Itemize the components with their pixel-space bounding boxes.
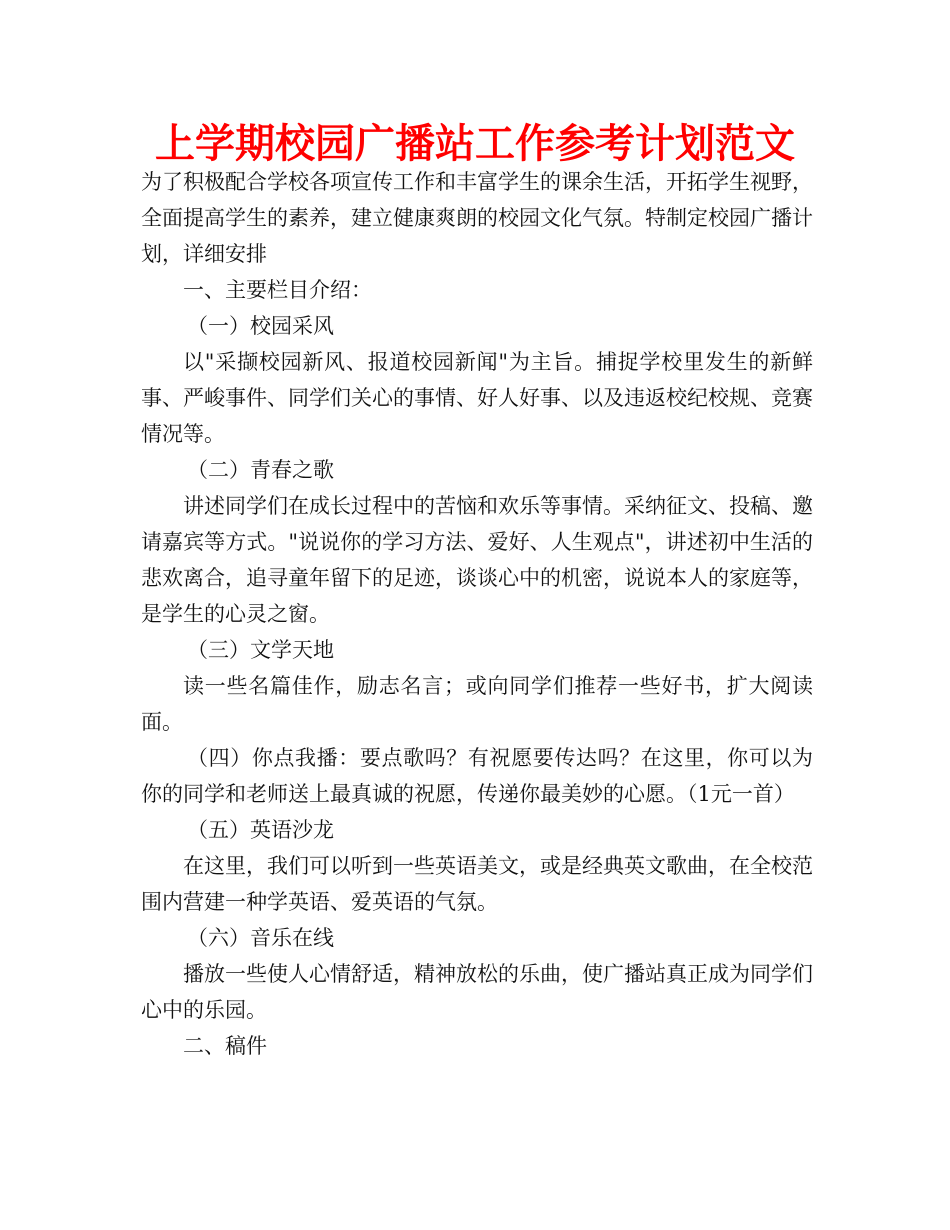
paragraph-literature: 读一些名篇佳作，励志名言；或向同学们推荐一些好书，扩大阅读面。: [141, 674, 813, 734]
section-heading-manuscripts: 二、稿件: [183, 1034, 267, 1058]
paragraph-campus-news: 以"采撷校园新风、报道校园新闻"为主旨。捕捉学校里发生的新鲜事、严峻事件、同学们关心的事情、好人好事、以及违返校纪校规、竞赛情况等。: [141, 350, 813, 446]
document-title: 上学期校园广播站工作参考计划范文: [155, 121, 795, 167]
paragraph-youth-song: 讲述同学们在成长过程中的苦恼和欢乐等事情。采纳征文、投稿、邀请嘉宾等方式。"说说你的学习方法、爱好、人生观点"，讲述初中生活的悲欢离合，追寻童年留下的足迹，谈谈心中的机密，说说本人的家庭等，是学生的心灵之窗。: [141, 494, 813, 626]
subsection-heading-literature: （三）文学天地: [187, 638, 334, 662]
section-heading-columns: 一、主要栏目介绍：: [183, 278, 372, 302]
subsection-heading-english-salon: （五）英语沙龙: [187, 818, 334, 842]
subsection-heading-music-online: （六）音乐在线: [187, 926, 334, 950]
paragraph-music-online: 播放一些使人心情舒适，精神放松的乐曲，使广播站真正成为同学们心中的乐园。: [141, 962, 813, 1022]
subsection-heading-youth-song: （二）青春之歌: [187, 458, 334, 482]
paragraph-intro: 为了积极配合学校各项宣传工作和丰富学生的课余生活，开拓学生视野，全面提高学生的素养，建立健康爽朗的校园文化气氛。特制定校园广播计划，详细安排: [141, 170, 813, 266]
document-body: [141, 164, 813, 1064]
paragraph-english-salon: 在这里，我们可以听到一些英语美文，或是经典英文歌曲，在全校范围内营建一种学英语、爱英语的气氛。: [141, 854, 813, 914]
subsection-heading-campus-news: （一）校园采风: [187, 314, 334, 338]
paragraph-song-request: （四）你点我播：要点歌吗？有祝愿要传达吗？在这里，你可以为你的同学和老师送上最真诚的祝愿，传递你最美妙的心愿。（1元一首）: [141, 746, 813, 806]
